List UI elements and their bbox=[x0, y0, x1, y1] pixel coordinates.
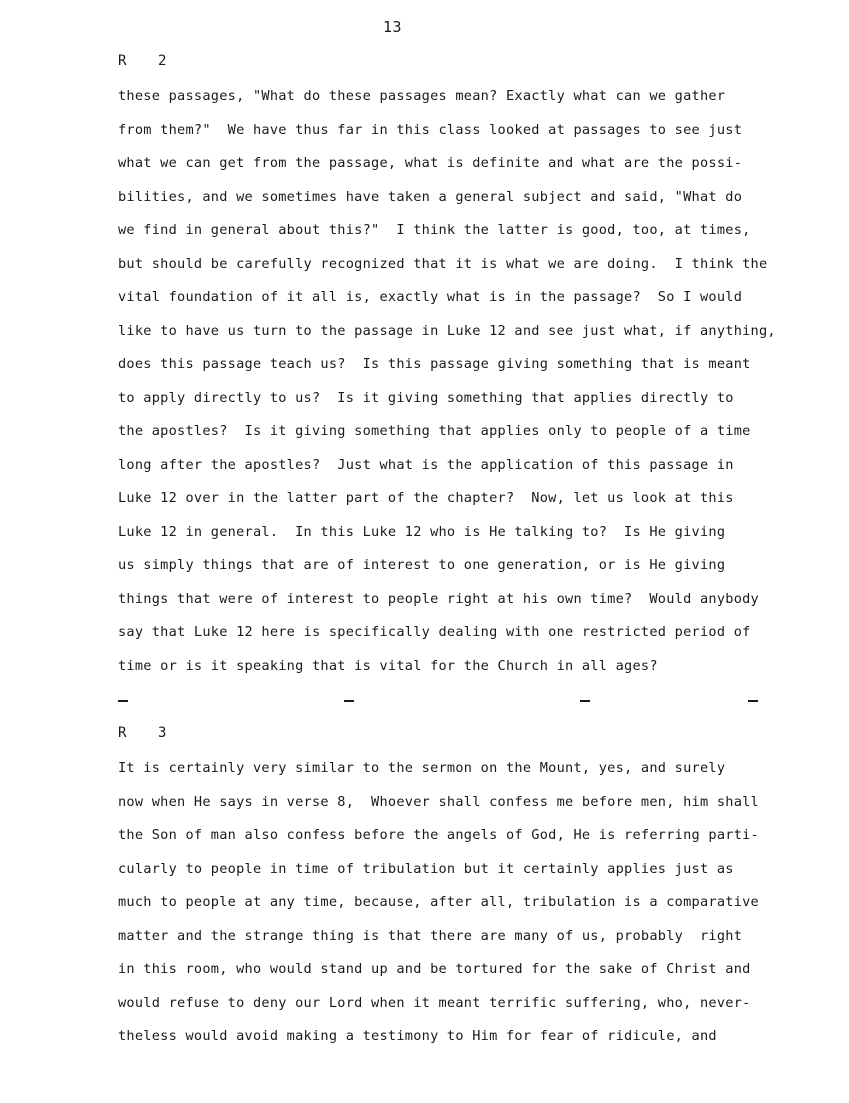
section-label-r3 bbox=[118, 725, 166, 741]
text-line: from them?" We have thus far in this class looked at passages to see just bbox=[118, 121, 743, 138]
text-line: would refuse to deny our Lord when it meant terrific suffering, who, never- bbox=[118, 994, 751, 1011]
text-line: to apply directly to us? Is it giving something that applies directly to bbox=[118, 389, 734, 406]
separator-dash bbox=[580, 700, 590, 702]
text-line: much to people at any time, because, after all, tribulation is a comparative bbox=[118, 894, 759, 910]
text-line: what we can get from the passage, what is definite and what are the possi- bbox=[118, 155, 743, 171]
section-body-r3 bbox=[118, 752, 778, 1054]
text-line: say that Luke 12 here is specifically dealing with one restricted period of bbox=[118, 624, 751, 640]
section-label-r2 bbox=[118, 53, 166, 69]
page-number: 13 bbox=[383, 18, 403, 36]
text-line: us simply things that are of interest to one generation, or is He giving bbox=[118, 557, 726, 573]
text-line: long after the apostles? Just what is the application of this passage in bbox=[118, 456, 734, 473]
separator-dash bbox=[118, 700, 128, 702]
text-line: in this room, who would stand up and be tortured for the sake of Christ and bbox=[118, 961, 751, 977]
text-line: the Son of man also confess before the angels of God, He is referring parti- bbox=[118, 827, 759, 843]
text-line: now when He says in verse 8, Whoever shall confess me before men, him shall bbox=[118, 793, 759, 810]
text-line: Luke 12 over in the latter part of the chapter? Now, let us look at this bbox=[118, 490, 734, 506]
separator-dash bbox=[748, 700, 758, 702]
text-line: vital foundation of it all is, exactly what is in the passage? So I would bbox=[118, 289, 743, 305]
text-line: things that were of interest to people right at his own time? Would anybody bbox=[118, 590, 759, 607]
text-line: It is certainly very similar to the sermon on the Mount, yes, and surely bbox=[118, 760, 726, 776]
text-line: cularly to people in time of tribulation but it certainly applies just as bbox=[118, 860, 734, 877]
section-letter: R bbox=[118, 53, 127, 69]
text-line: these passages, "What do these passages mean? Exactly what can we gather bbox=[118, 88, 726, 104]
separator-dash bbox=[344, 700, 354, 702]
text-line: like to have us turn to the passage in Luke 12 and see just what, if anything, bbox=[118, 322, 776, 339]
section-number: 2 bbox=[158, 53, 167, 69]
section-body-r2 bbox=[118, 80, 778, 683]
text-line: theless would avoid making a testimony to Him for fear of ridicule, and bbox=[118, 1028, 717, 1044]
section-letter: R bbox=[118, 725, 127, 741]
text-line: we find in general about this?" I think the latter is good, too, at times, bbox=[118, 222, 751, 238]
text-line: time or is it speaking that is vital for the Church in all ages? bbox=[118, 657, 658, 674]
section-number: 3 bbox=[158, 725, 167, 741]
text-line: does this passage teach us? Is this passage giving something that is meant bbox=[118, 356, 751, 372]
text-line: the apostles? Is it giving something that applies only to people of a time bbox=[118, 423, 751, 439]
text-line: bilities, and we sometimes have taken a general subject and said, "What do bbox=[118, 188, 743, 205]
text-line: Luke 12 in general. In this Luke 12 who is He talking to? Is He giving bbox=[118, 523, 726, 540]
text-line: but should be carefully recognized that it is what we are doing. I think the bbox=[118, 255, 768, 272]
separator-row bbox=[118, 700, 763, 706]
text-line: matter and the strange thing is that there are many of us, probably right bbox=[118, 927, 743, 944]
